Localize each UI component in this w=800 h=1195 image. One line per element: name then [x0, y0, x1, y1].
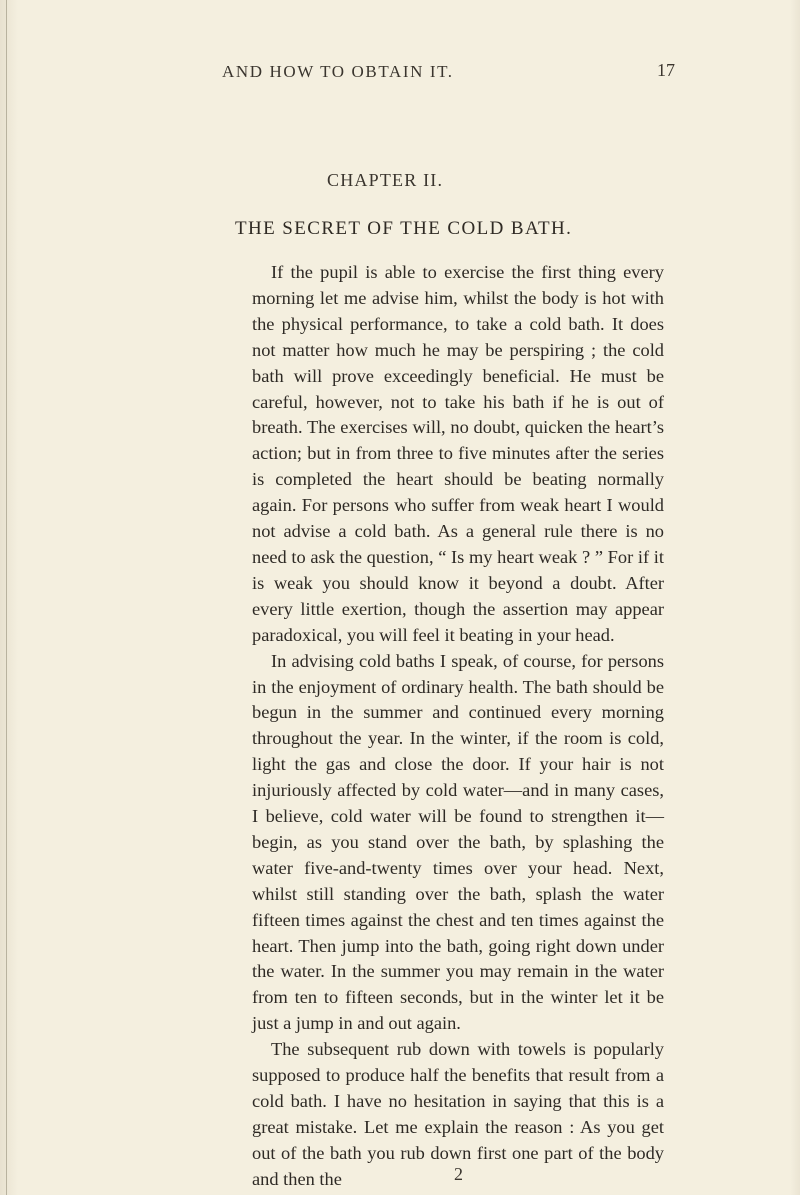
running-header-title: AND HOW TO OBTAIN IT.: [222, 62, 454, 81]
paragraph: The subsequent rub down with towels is popularly supposed to produce half the benefits that result from a cold bath. I have no hesitation in saying that this is a great mistake. Let me explain the reason : As you get out of the bath you rub down first one part of the body and then the: [252, 1039, 664, 1189]
paragraph: If the pupil is able to exercise the first thing every morning let me advise him, whilst the body is hot with the physical performance, to take a cold bath. It does not matter how much he may be perspiring ; the cold bath will prove exceedingly beneficial. He must be careful, however, not to take his bath if he is out of breath. The exercises will, no doubt, quicken the heart’s action; but in from three to five minutes after the series is completed the heart should be beating normally again. For persons who suffer from weak heart I would not advise a cold bath. As a general rule there is no need to ask the question, “ Is my heart weak ? ” For if it is weak you should know it beyond a doubt. After every little exertion, though the assertion may appear paradoxical, you will feel it beating in your head.: [252, 262, 664, 645]
page-edge: [6, 0, 7, 1195]
page-number: 17: [657, 60, 675, 80]
chapter-number: CHAPTER II.: [327, 170, 444, 190]
body-text: [252, 260, 664, 1193]
signature-mark: 2: [454, 1164, 463, 1184]
chapter-title: THE SECRET OF THE COLD BATH.: [235, 218, 573, 239]
paragraph: In advising cold baths I speak, of course, for persons in the enjoyment of ordinary health. The bath should be begun in the summer and continued every morning throughout the year. In the winter, if the room is cold, light the gas and close the door. If your hair is not injuriously affected by cold water—and in many cases, I believe, cold water will be found to strengthen it—begin, as you stand over the bath, by splashing the water five-and-twenty times over your head. Next, whilst still standing over the bath, splash the water fifteen times against the chest and ten times against the heart. Then jump into the bath, going right down under the water. In the summer you may remain in the water from ten to fifteen seconds, but in the winter let it be just a jump in and out again.: [252, 650, 664, 1034]
